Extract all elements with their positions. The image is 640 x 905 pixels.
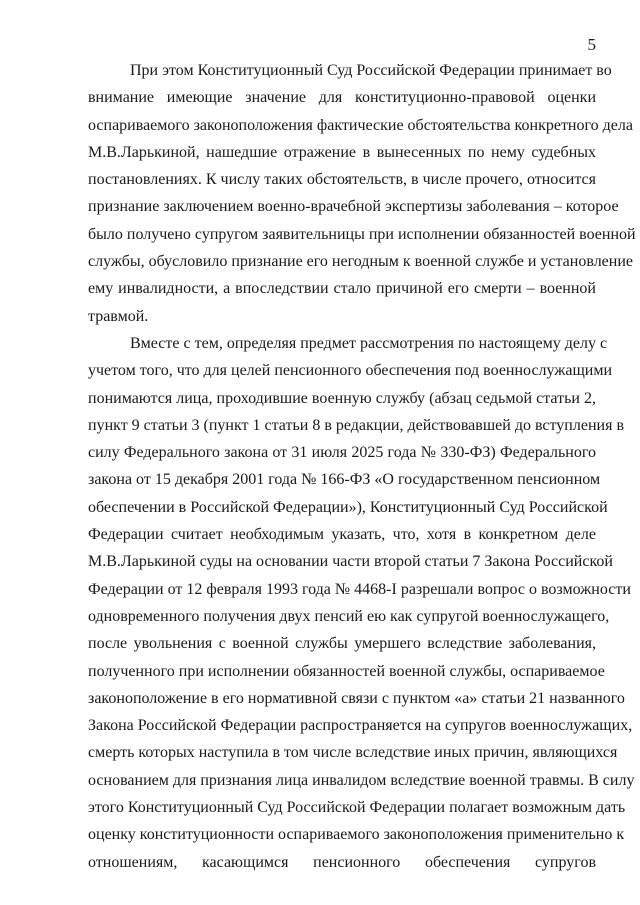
text-line: пункт 9 статьи 3 (пункт 1 статьи 8 в редакции, действовавшей до вступления в <box>88 416 624 434</box>
text-line: было получено супругом заявительницы при исполнении обязанностей военной <box>88 225 636 243</box>
text-line: признание заключением военно-врачебной экспертизы заболевания – которое <box>88 198 619 216</box>
text-line: силу Федерального закона от 31 июля 2025 года № 330-ФЗ) Федерального <box>88 444 596 462</box>
text-line: полученного при исполнении обязанностей военной службы, оспариваемое <box>88 662 605 680</box>
text-line: внимание имеющие значение для конституционно-правовой оценки <box>88 89 596 107</box>
text-line: Вместе с тем, определяя предмет рассмотрения по настоящему делу с <box>130 334 608 352</box>
text-line: одновременного получения двух пенсий ею как супругой военнослужащего, <box>88 607 610 625</box>
text-line: Закона Российской Федерации распространяется на супругов военнослужащих, <box>88 717 633 735</box>
text-line: обеспечении в Российской Федерации»), Конституционный Суд Российской <box>88 498 608 516</box>
text-line: М.В.Ларькиной, нашедшие отражение в вынесенных по нему судебных <box>88 143 596 161</box>
text-line: отношениям, касающимся пенсионного обеспечения супругов <box>88 853 596 871</box>
text-line: законоположение в его нормативной связи с пунктом «а» статьи 21 названного <box>88 689 625 707</box>
text-line: постановлениях. К числу таких обстоятельств, в числе прочего, относится <box>88 171 596 189</box>
text-line: оспариваемого законоположения фактические обстоятельства конкретного дела <box>88 116 633 134</box>
body-text <box>88 57 636 876</box>
text-line: оценку конституционности оспариваемого законоположения применительно к <box>88 826 625 844</box>
text-line: понимаются лица, проходившие военную службу (абзац седьмой статьи 2, <box>88 389 596 407</box>
text-line: М.В.Ларькиной суды на основании части второй статьи 7 Закона Российской <box>88 553 613 571</box>
text-line: службы, обусловило признание его негодным к военной службе и установление <box>88 253 633 271</box>
text-line: после увольнения с военной службы умершего вследствие заболевания, <box>88 635 596 653</box>
page-number: 5 <box>587 35 596 54</box>
text-line: основанием для признания лица инвалидом вследствие военной травмы. В силу <box>88 771 635 789</box>
text-line: ему инвалидности, а впоследствии стало причиной его смерти – военной <box>88 280 596 298</box>
text-line: Федерации считает необходимым указать, что, хотя в конкретном деле <box>88 526 596 544</box>
text-line: травмой. <box>88 307 149 325</box>
text-line: этого Конституционный Суд Российской Федерации полагает возможным дать <box>88 799 626 817</box>
text-line: Федерации от 12 февраля 1993 года № 4468-I разрешали вопрос о возможности <box>88 580 631 598</box>
text-line: закона от 15 декабря 2001 года № 166-ФЗ «О государственном пенсионном <box>88 471 601 489</box>
text-line: учетом того, что для целей пенсионного обеспечения под военнослужащими <box>88 362 613 380</box>
text-line: смерть которых наступила в том числе вследствие иных причин, являющихся <box>88 744 618 762</box>
text-line: При этом Конституционный Суд Российской Федерации принимает во <box>130 62 612 79</box>
